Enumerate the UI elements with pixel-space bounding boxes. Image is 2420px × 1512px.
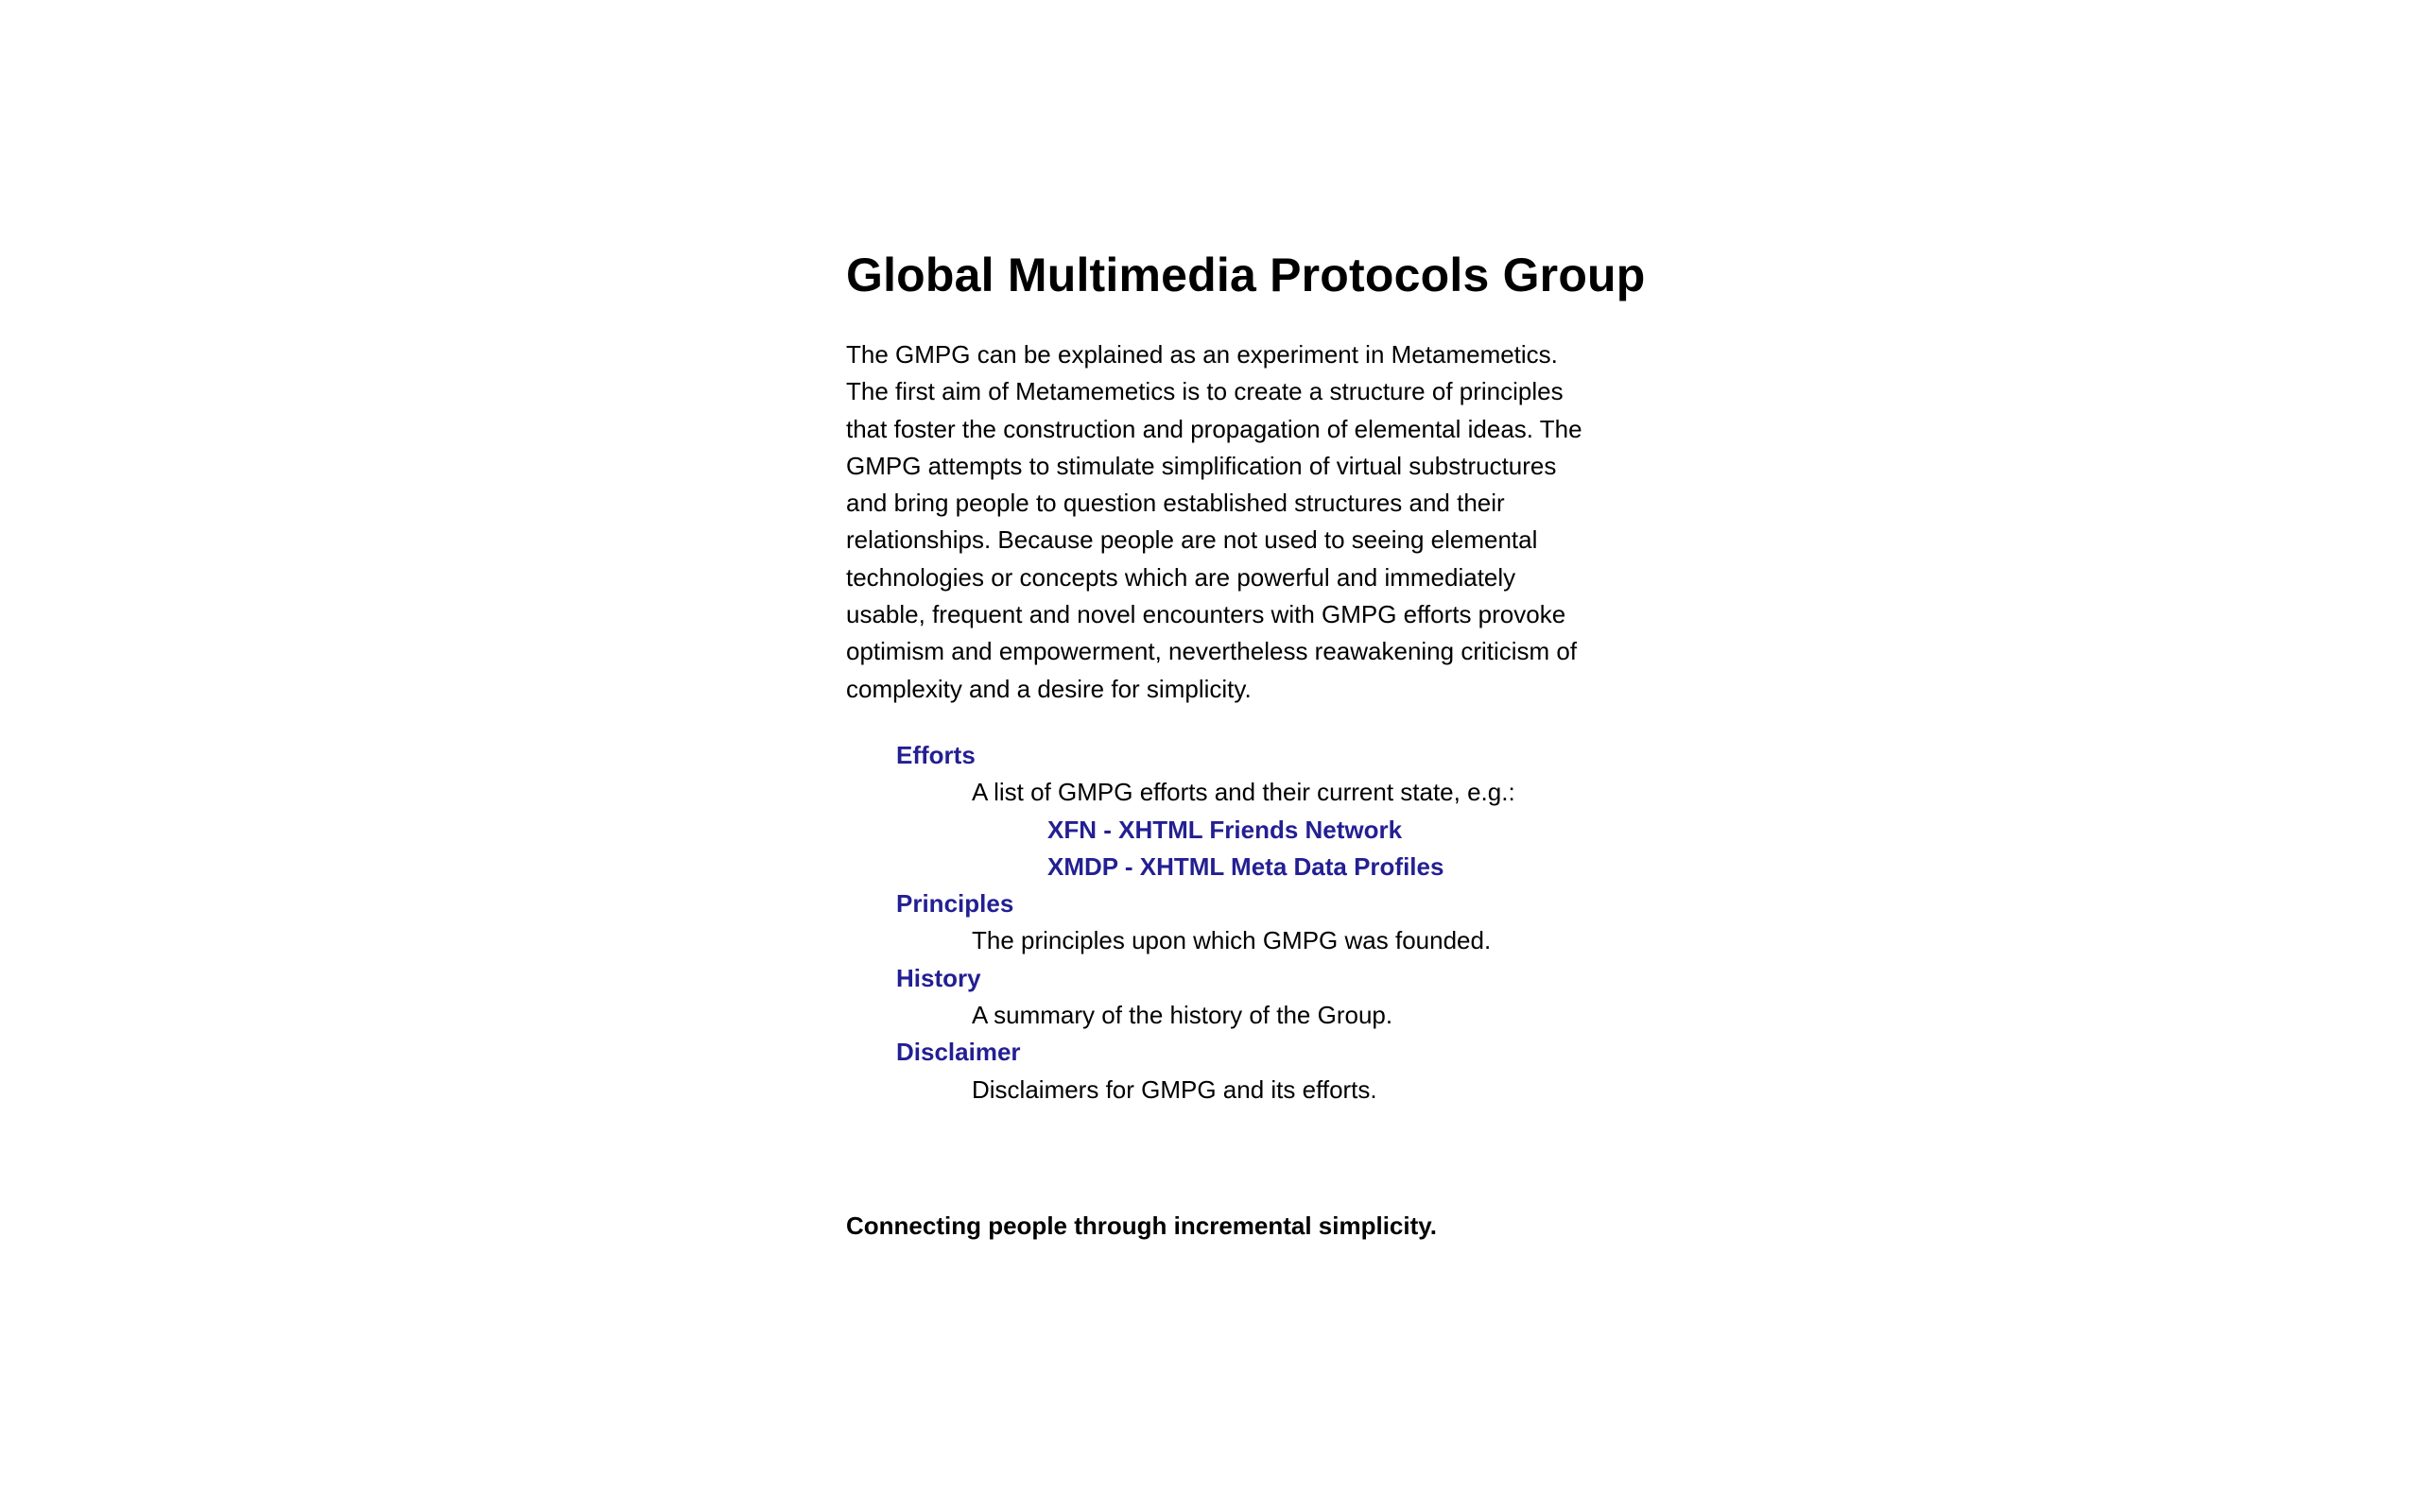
principles-link[interactable]: Principles: [896, 889, 1014, 919]
list-item: [1047, 849, 1754, 885]
history-link[interactable]: History: [896, 963, 981, 992]
section-history-term: [896, 960, 1754, 997]
xfn-link[interactable]: XFN - XHTML Friends Network: [1047, 815, 1403, 844]
section-history-description: A summary of the history of the Group.: [972, 1001, 1393, 1030]
section-disclaimer-term: [896, 1034, 1754, 1071]
xmdp-link[interactable]: XMDP - XHTML Meta Data Profiles: [1047, 851, 1444, 881]
list-item: [1047, 812, 1754, 849]
sections-list: [896, 737, 1754, 1108]
footer-tagline: Connecting people through incremental simplicity.: [846, 1211, 1438, 1240]
section-disclaimer-description: Disclaimers for GMPG and its efforts.: [972, 1074, 1377, 1104]
page-title: Global Multimedia Protocols Group: [846, 249, 1646, 301]
section-efforts-term: [896, 737, 1754, 774]
page-content: [846, 248, 1754, 1108]
section-principles-description: The principles upon which GMPG was founded.: [972, 926, 1492, 955]
efforts-description-text: A list of GMPG efforts and their current state, e.g.:: [972, 778, 1515, 807]
disclaimer-link[interactable]: Disclaimer: [896, 1038, 1021, 1067]
efforts-link[interactable]: Efforts: [896, 740, 976, 769]
efforts-examples-list: [1047, 812, 1754, 886]
intro-paragraph: The GMPG can be explained as an experiment in Metamemetics. The first aim of Metamemetics is to create a structure of principles that foster the construction and propagation of elemental ideas. The GMPG attempts to stimulate simplification of virtual substructures and bring people to question established structures and their relationships. Because people are not used to seeing elemental technologies or concepts which are powerful and immediately usable, frequent and novel encounters with GMPG efforts provoke optimism and empowerment, nevertheless reawakening criticism of complexity and a desire for simplicity.: [846, 340, 1582, 703]
section-efforts-description: [972, 774, 1754, 885]
section-principles-term: [896, 885, 1754, 922]
